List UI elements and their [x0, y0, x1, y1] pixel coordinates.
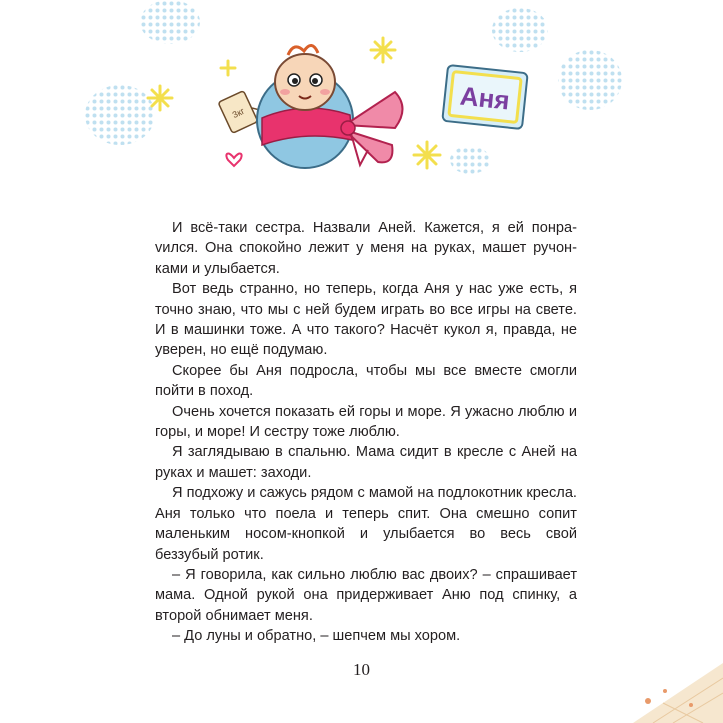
name-tag [442, 65, 527, 129]
heart-icon [226, 154, 241, 166]
baby-illustration [0, 0, 723, 200]
page-number: 10 [353, 660, 370, 679]
paragraph: Скорее бы Аня подросла, чтобы мы все вместе смогли пойти в поход. [155, 362, 577, 400]
swaddled-baby [257, 45, 353, 168]
baby-weight-tag [218, 91, 258, 134]
svg-text:3кг: 3кг [230, 105, 247, 121]
paragraph: Вот ведь странно, но теперь, когда Аня у нас уже есть, я точно знаю, что мы с ней будем играть во все игры на свете. И в машинки тоже. А что такого? Насчёт кукол я, правда, не уверен, но ещё подумаю. [155, 281, 577, 359]
paragraph: Я подхожу и сажусь рядом с мамой на подлокотник кресла. Аня только что поела и теперь спит. Она смешно сопит маленьким носом-кнопкой и улыбается во весь свой беззубый ротик. [155, 485, 577, 563]
dotted-background-spots [85, 0, 622, 200]
paragraph: – Я говорила, как сильно люблю вас двоих? – спрашивает мама. Одной рукой она придерживает Аню под спинку, а второй обнимает меня. [155, 566, 577, 624]
corner-decoration [593, 643, 723, 723]
story-text [155, 218, 577, 647]
paragraph: Я заглядываю в спальню. Мама сидит в кресле с Аней на руках и машет: заходи. [155, 444, 577, 481]
paragraph: Очень хочется показать ей горы и море. Я ужасно люблю и горы, и море! И сестру тоже люблю. [155, 403, 577, 441]
svg-text:Аня: Аня [458, 80, 512, 116]
paragraph: И всё-таки сестра. Назвали Аней. Кажется, я ей понраvился. Она спокойно лежит у меня на руках, машет ручонками и улыбается. [155, 220, 577, 277]
paragraph: – До луны и обратно, – шепчем мы хором. [172, 628, 461, 645]
